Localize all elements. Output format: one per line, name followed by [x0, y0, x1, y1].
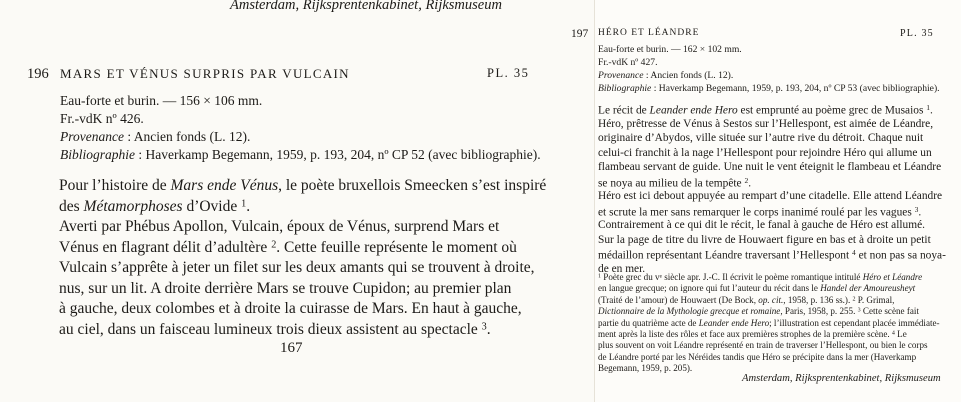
right-entry-title: HÉRO ET LÉANDRE — [598, 28, 700, 38]
body-line: Vulcain s’apprête à jeter un filet sur les deux amants qui se trouvent à droite, — [59, 259, 535, 276]
left-meta-reference: Fr.-vdK nº 426. — [60, 111, 144, 126]
body-line: Héro est ici debout appuyée au rempart d’une citadelle. Elle attend Léandre — [598, 190, 943, 202]
body-line: et scrute la mer sans remarquer le corps inanimé roulé par les vagues $^3$. — [598, 204, 922, 218]
footnote-line: $^1$ Poète grec du vᵉ siècle apr. J.-C. Il écrivit le poème romantique intitulé Héro et Léandre — [598, 272, 923, 282]
left-meta-bibliography: Bibliographie : Haverkamp Begemann, 1959, p. 193, 204, nº CP 52 (avec bibliographie). — [60, 147, 541, 162]
left-entry-title: MARS ET VÉNUS SURPRIS PAR VULCAIN — [60, 66, 350, 81]
footnote-line: en langue grecque; on ignore qui fut l’auteur du récit dans le Handel der Amoureusheyt — [598, 283, 916, 294]
body-line: Le récit de Leander ende Hero est emprunté au poème grec de Musaios $^1$. — [598, 103, 933, 117]
left-top-location: Amsterdam, Rijksprentenkabinet, Rijksmuseum — [230, 0, 502, 13]
body-line: Héro, prêtresse de Vénus à Sestos sur l’Hellespont, est aimée de Léandre, — [598, 117, 934, 130]
footnote-line: Begemann, 1959, p. 205). — [598, 363, 693, 374]
right-bottom-location: Amsterdam, Rijksprentenkabinet, Rijksmuseum — [742, 373, 941, 384]
left-plate-ref: PL. 35 — [487, 66, 530, 80]
body-line: au ciel, dans un faisceau lumineux trois dieux assistent au spectacle $^3$. — [59, 320, 491, 338]
left-meta-provenance: Provenance : Ancien fonds (L. 12). — [60, 129, 251, 144]
footnote-line: ment après la liste des rôles et face aux premières strophes de la première scène. $^4$ Le — [598, 329, 907, 339]
body-line: nus, sur un lit. A droite derrière Mars se trouve Cupidon; au premier plan — [59, 279, 512, 297]
footnote-line: plus souvent on voit Léandre représenté en train de traverser l’Hellespont, ou bien le corps — [598, 340, 928, 351]
right-meta-bibliography: Bibliographie : Haverkamp Begemann, 1959, p. 193, 204, nº CP 53 (avec bibliographie). — [598, 83, 940, 94]
body-line: de en mer. — [598, 262, 646, 275]
left-entry-number: 196 — [27, 66, 49, 82]
body-line: celui-ci franchit à la nage l’Hellespont pour rejoindre Héro qui allume un — [598, 146, 932, 159]
body-line: Averti par Phébus Apollon, Vulcain, époux de Vénus, surprend Mars et — [59, 218, 500, 235]
body-line: Vénus en flagrant délit d’adultère $^2$. Cette feuille représente le moment où — [59, 238, 517, 256]
left-page-number: 167 — [280, 340, 303, 356]
body-line: à gauche, deux colombes et à droite la cuirasse de Mars. En haut à gauche, — [59, 300, 522, 317]
body-line: médaillon représentant Léandre traversant l’Hellespont $^4$ et non pas sa noya- — [598, 248, 946, 262]
body-line: se noya au milieu de la tempête $^2$. — [598, 175, 752, 189]
footnote-line: Dictionnaire de la Mythologie grecque et romaine, Paris, 1958, p. 255. $^3$ Cette scène fait — [598, 306, 919, 317]
right-meta-provenance: Provenance : Ancien fonds (L. 12). — [598, 70, 734, 81]
right-meta-reference: Fr.-vdK nº 427. — [598, 57, 658, 68]
left-meta-technique: Eau-forte et burin. — 156 × 106 mm. — [60, 93, 263, 108]
footnote-line: (Traité de l’amour) de Houwaert (De Bock, op. cit., 1958, p. 136 ss.). $^2$ P. Grimal, — [598, 294, 895, 305]
right-meta-technique: Eau-forte et burin. — 162 × 102 mm. — [598, 44, 742, 55]
body-line: des Métamorphoses d’Ovide $^1$. — [59, 197, 251, 215]
body-line: Sur la page de titre du livre de Houwaert figure en bas et à droite un petit — [598, 233, 931, 246]
right-entry-number: 197 — [571, 28, 589, 40]
right-plate-ref: PL. 35 — [900, 28, 934, 39]
body-line: flambeau servant de guide. Une nuit le vent éteignit le flambeau et Léandre — [598, 161, 942, 173]
footnote-line: de Léandre porté par les Néréides tandis que Héro se précipite dans la mer (Haverkamp — [598, 351, 917, 362]
body-line: Contrairement à ce qui dit le récit, le fanal à gauche de Héro est allumé. — [598, 219, 926, 231]
footnote-line: partie du quatrième acte de Leander ende Hero; l’illustration est cependant placée immédiate- — [598, 317, 940, 328]
body-line: originaire d’Abydos, ville située sur l’autre rive du détroit. Chaque nuit — [598, 132, 924, 144]
body-line: Pour l’histoire de Mars ende Vénus, le poète bruxellois Smeecken s’est inspiré — [59, 177, 547, 194]
